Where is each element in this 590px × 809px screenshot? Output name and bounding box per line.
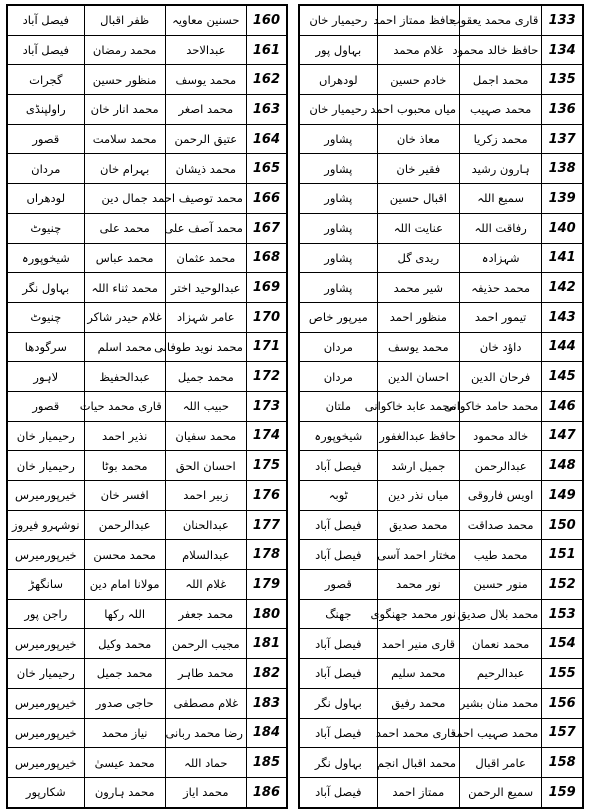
table-row — [299, 184, 583, 214]
serial-number-cell: 138 — [542, 154, 583, 184]
serial-number-cell: 152 — [542, 570, 583, 600]
serial-number-cell: 160 — [246, 5, 287, 35]
father-name-cell: نیاز محمد — [84, 718, 165, 748]
serial-number-cell: 183 — [246, 688, 287, 718]
table-row — [7, 570, 287, 600]
father-name-cell: محمد جمیل — [84, 659, 165, 689]
table-row — [299, 540, 583, 570]
serial-number-cell: 163 — [246, 95, 287, 125]
table-row — [7, 629, 287, 659]
father-name-cell: عبدالرحمن — [84, 510, 165, 540]
left-roster-body — [7, 5, 287, 808]
father-name-cell: محمد عابد خاکوانی — [377, 391, 459, 421]
serial-number-cell: 164 — [246, 124, 287, 154]
city-cell: قصور — [299, 570, 377, 600]
student-name-cell: احسان الحق — [165, 451, 246, 481]
serial-number-cell: 134 — [542, 35, 583, 65]
father-name-cell: محمد اسلم — [84, 332, 165, 362]
student-name-cell: اویس فاروقی — [460, 481, 542, 511]
city-cell: فیصل آباد — [7, 35, 84, 65]
father-name-cell: اللہ رکھا — [84, 599, 165, 629]
student-name-cell: رفاقت اللہ — [460, 213, 542, 243]
table-row — [299, 629, 583, 659]
serial-number-cell: 166 — [246, 184, 287, 214]
city-cell: قصور — [7, 124, 84, 154]
student-name-cell: حافظ خالد محمود — [460, 35, 542, 65]
table-row — [299, 510, 583, 540]
father-name-cell: بہرام خان — [84, 154, 165, 184]
table-row — [7, 362, 287, 392]
serial-number-cell: 135 — [542, 65, 583, 95]
city-cell: مردان — [299, 332, 377, 362]
serial-number-cell: 150 — [542, 510, 583, 540]
serial-number-cell: 153 — [542, 599, 583, 629]
father-name-cell: خادم حسین — [377, 65, 459, 95]
table-row — [7, 688, 287, 718]
father-name-cell: غلام حیدر شاکر — [84, 302, 165, 332]
serial-number-cell: 161 — [246, 35, 287, 65]
serial-number-cell: 159 — [542, 777, 583, 807]
city-cell: نوشہرو فیروز — [7, 510, 84, 540]
table-row — [299, 35, 583, 65]
city-cell: گجرات — [7, 65, 84, 95]
student-name-cell: محمد نوید طوفانی — [165, 332, 246, 362]
student-name-cell: عبدالحنان — [165, 510, 246, 540]
table-row — [7, 5, 287, 35]
student-name-cell: حماد اللہ — [165, 748, 246, 778]
table-row — [7, 273, 287, 303]
city-cell: خیرپورمیرس — [7, 688, 84, 718]
student-name-cell: محمد توصیف احمد — [165, 184, 246, 214]
father-name-cell: محمد ہارون — [84, 777, 165, 807]
serial-number-cell: 172 — [246, 362, 287, 392]
table-row — [7, 302, 287, 332]
table-row — [7, 124, 287, 154]
city-cell: بہاول نگر — [299, 688, 377, 718]
student-name-cell: محمد عثمان — [165, 243, 246, 273]
student-name-cell: منور حسین — [460, 570, 542, 600]
serial-number-cell: 180 — [246, 599, 287, 629]
city-cell: خیرپورمیرس — [7, 748, 84, 778]
serial-number-cell: 151 — [542, 540, 583, 570]
serial-number-cell: 178 — [246, 540, 287, 570]
table-row — [7, 540, 287, 570]
father-name-cell: احسان الدین — [377, 362, 459, 392]
table-row — [299, 243, 583, 273]
father-name-cell: محمد عباس — [84, 243, 165, 273]
student-name-cell: مجیب الرحمن — [165, 629, 246, 659]
student-name-cell: رضا محمد ربانی — [165, 718, 246, 748]
student-name-cell: داؤد خان — [460, 332, 542, 362]
city-cell: فیصل آباد — [299, 718, 377, 748]
serial-number-cell: 140 — [542, 213, 583, 243]
city-cell: مردان — [299, 362, 377, 392]
table-row — [299, 5, 583, 35]
city-cell: قصور — [7, 391, 84, 421]
city-cell: رحیمیار خان — [7, 659, 84, 689]
serial-number-cell: 146 — [542, 391, 583, 421]
city-cell: خیرپورمیرس — [7, 540, 84, 570]
table-row — [7, 481, 287, 511]
city-cell: رحیمیار خان — [7, 451, 84, 481]
student-name-cell: محمد صہیب — [460, 95, 542, 125]
right-roster-body — [299, 5, 583, 808]
table-row — [7, 332, 287, 362]
father-name-cell: محمد سلامت — [84, 124, 165, 154]
city-cell: خیرپورمیرس — [7, 718, 84, 748]
city-cell: پشاور — [299, 243, 377, 273]
student-name-cell: ہارون رشید — [460, 154, 542, 184]
student-name-cell: تیمور احمد — [460, 302, 542, 332]
city-cell: فیصل آباد — [299, 777, 377, 807]
father-name-cell: حافظ عبدالغفور — [377, 421, 459, 451]
student-name-cell: محمد جعفر — [165, 599, 246, 629]
father-name-cell: مختار احمد آسی — [377, 540, 459, 570]
city-cell: راولپنڈی — [7, 95, 84, 125]
serial-number-cell: 173 — [246, 391, 287, 421]
serial-number-cell: 148 — [542, 451, 583, 481]
student-name-cell: محمد نعمان — [460, 629, 542, 659]
table-row — [7, 451, 287, 481]
student-name-cell: سمیع اللہ — [460, 184, 542, 214]
father-name-cell: محمد رفیق — [377, 688, 459, 718]
city-cell: پشاور — [299, 124, 377, 154]
student-name-cell: فرحان الدین — [460, 362, 542, 392]
table-row — [299, 362, 583, 392]
serial-number-cell: 169 — [246, 273, 287, 303]
father-name-cell: محمد محسن — [84, 540, 165, 570]
serial-number-cell: 167 — [246, 213, 287, 243]
student-name-cell: محمد اجمل — [460, 65, 542, 95]
city-cell: فیصل آباد — [299, 510, 377, 540]
city-cell: شیخوپورہ — [299, 421, 377, 451]
table-row — [7, 599, 287, 629]
city-cell: جھنگ — [299, 599, 377, 629]
serial-number-cell: 139 — [542, 184, 583, 214]
father-name-cell: افسر خان — [84, 481, 165, 511]
serial-number-cell: 143 — [542, 302, 583, 332]
city-cell: راجن پور — [7, 599, 84, 629]
table-row — [299, 718, 583, 748]
serial-number-cell: 174 — [246, 421, 287, 451]
serial-number-cell: 168 — [246, 243, 287, 273]
city-cell: رحیمیار خان — [299, 95, 377, 125]
father-name-cell: شیر محمد — [377, 273, 459, 303]
father-name-cell: قاری منیر احمد — [377, 629, 459, 659]
city-cell: فیصل آباد — [299, 629, 377, 659]
table-row — [299, 332, 583, 362]
father-name-cell: میاں نذر دین — [377, 481, 459, 511]
table-row — [299, 599, 583, 629]
student-name-cell: محمد اصغر — [165, 95, 246, 125]
serial-number-cell: 175 — [246, 451, 287, 481]
father-name-cell: محمد انار خان — [84, 95, 165, 125]
serial-number-cell: 181 — [246, 629, 287, 659]
student-name-cell: محمد صہیب احمد — [460, 718, 542, 748]
father-name-cell: ریدی گل — [377, 243, 459, 273]
serial-number-cell: 186 — [246, 777, 287, 807]
father-name-cell: ممتاز احمد — [377, 777, 459, 807]
student-name-cell: زبیر احمد — [165, 481, 246, 511]
table-row — [299, 273, 583, 303]
student-name-cell: قاری محمد یعقوب — [460, 5, 542, 35]
father-name-cell: جمیل ارشد — [377, 451, 459, 481]
student-name-cell: محمد آصف علی — [165, 213, 246, 243]
table-row — [7, 243, 287, 273]
right-roster-table — [298, 4, 584, 809]
serial-number-cell: 144 — [542, 332, 583, 362]
city-cell: مردان — [7, 154, 84, 184]
student-name-cell: محمد ایاز — [165, 777, 246, 807]
serial-number-cell: 177 — [246, 510, 287, 540]
city-cell: ٹوبہ — [299, 481, 377, 511]
table-row — [7, 777, 287, 807]
student-name-cell: محمد یوسف — [165, 65, 246, 95]
student-name-cell: محمد بلال صدیق — [460, 599, 542, 629]
table-row — [7, 154, 287, 184]
father-name-cell: مولانا امام دین — [84, 570, 165, 600]
father-name-cell: نذیر احمد — [84, 421, 165, 451]
father-name-cell: اقبال حسین — [377, 184, 459, 214]
serial-number-cell: 176 — [246, 481, 287, 511]
city-cell: پشاور — [299, 154, 377, 184]
student-name-cell: محمد جمیل — [165, 362, 246, 392]
serial-number-cell: 158 — [542, 748, 583, 778]
serial-number-cell: 145 — [542, 362, 583, 392]
table-row — [299, 659, 583, 689]
city-cell: بہاول نگر — [7, 273, 84, 303]
student-name-cell: عبدالوحید اختر — [165, 273, 246, 303]
student-name-cell: شہزادہ — [460, 243, 542, 273]
table-row — [7, 718, 287, 748]
father-name-cell: حاجی صدور — [84, 688, 165, 718]
serial-number-cell: 171 — [246, 332, 287, 362]
father-name-cell: محمد اقبال انجم — [377, 748, 459, 778]
father-name-cell: محمد صدیق — [377, 510, 459, 540]
table-row — [299, 154, 583, 184]
serial-number-cell: 184 — [246, 718, 287, 748]
table-row — [7, 421, 287, 451]
student-name-cell: محمد حامد خاکوانی — [460, 391, 542, 421]
student-name-cell: محمد طاہر — [165, 659, 246, 689]
city-cell: پشاور — [299, 184, 377, 214]
city-cell: فیصل آباد — [299, 659, 377, 689]
city-cell: ملتان — [299, 391, 377, 421]
serial-number-cell: 142 — [542, 273, 583, 303]
father-name-cell: منظور حسین — [84, 65, 165, 95]
table-row — [7, 213, 287, 243]
father-name-cell: معاذ خان — [377, 124, 459, 154]
serial-number-cell: 154 — [542, 629, 583, 659]
table-row — [299, 302, 583, 332]
city-cell: سرگودھا — [7, 332, 84, 362]
father-name-cell: ظفر اقبال — [84, 5, 165, 35]
city-cell: چنیوٹ — [7, 213, 84, 243]
student-name-cell: عامر شہزاد — [165, 302, 246, 332]
city-cell: شیخوپورہ — [7, 243, 84, 273]
city-cell: پشاور — [299, 273, 377, 303]
student-name-cell: غلام مصطفی — [165, 688, 246, 718]
serial-number-cell: 133 — [542, 5, 583, 35]
table-row — [299, 451, 583, 481]
table-row — [7, 35, 287, 65]
city-cell: چنیوٹ — [7, 302, 84, 332]
table-row — [7, 748, 287, 778]
serial-number-cell: 136 — [542, 95, 583, 125]
student-name-cell: محمد طیب — [460, 540, 542, 570]
student-name-cell: محمد ذیشان — [165, 154, 246, 184]
city-cell: فیصل آباد — [7, 5, 84, 35]
serial-number-cell: 147 — [542, 421, 583, 451]
serial-number-cell: 149 — [542, 481, 583, 511]
serial-number-cell: 165 — [246, 154, 287, 184]
table-row — [299, 124, 583, 154]
student-name-cell: سمیع الرحمن — [460, 777, 542, 807]
father-name-cell: نور محمد جھنگوی — [377, 599, 459, 629]
city-cell: میرپور خاص — [299, 302, 377, 332]
student-name-cell: عامر اقبال — [460, 748, 542, 778]
serial-number-cell: 157 — [542, 718, 583, 748]
student-name-cell: خالد محمود — [460, 421, 542, 451]
student-name-cell: محمد حذیفہ — [460, 273, 542, 303]
table-row — [299, 213, 583, 243]
city-cell: سانگھڑ — [7, 570, 84, 600]
serial-number-cell: 179 — [246, 570, 287, 600]
father-name-cell: حافظ ممتاز احمد — [377, 5, 459, 35]
serial-number-cell: 141 — [542, 243, 583, 273]
city-cell: خیرپورمیرس — [7, 629, 84, 659]
city-cell: رحیمیار خان — [299, 5, 377, 35]
student-name-cell: عتیق الرحمن — [165, 124, 246, 154]
father-name-cell: فقیر خان — [377, 154, 459, 184]
serial-number-cell: 185 — [246, 748, 287, 778]
city-cell: پشاور — [299, 213, 377, 243]
father-name-cell: منظور احمد — [377, 302, 459, 332]
student-name-cell: حسنین معاویہ — [165, 5, 246, 35]
father-name-cell: محمد ثناء اللہ — [84, 273, 165, 303]
student-name-cell: محمد زکریا — [460, 124, 542, 154]
city-cell: لودھراں — [299, 65, 377, 95]
father-name-cell: عبدالحفیظ — [84, 362, 165, 392]
table-row — [7, 391, 287, 421]
city-cell: فیصل آباد — [299, 451, 377, 481]
table-row — [7, 95, 287, 125]
serial-number-cell: 156 — [542, 688, 583, 718]
father-name-cell: محمد علی — [84, 213, 165, 243]
city-cell: بہاول نگر — [299, 748, 377, 778]
student-name-cell: محمد صداقت — [460, 510, 542, 540]
table-row — [299, 65, 583, 95]
serial-number-cell: 162 — [246, 65, 287, 95]
father-name-cell: قاری محمد احمد — [377, 718, 459, 748]
student-name-cell: حبیب اللہ — [165, 391, 246, 421]
father-name-cell: قاری محمد حیات — [84, 391, 165, 421]
city-cell: خیرپورمیرس — [7, 481, 84, 511]
table-row — [299, 481, 583, 511]
serial-number-cell: 182 — [246, 659, 287, 689]
father-name-cell: محمد عیسیٰ — [84, 748, 165, 778]
city-cell: لاہور — [7, 362, 84, 392]
father-name-cell: میاں محبوب احمد — [377, 95, 459, 125]
city-cell: لودھراں — [7, 184, 84, 214]
student-name-cell: عبدالرحیم — [460, 659, 542, 689]
table-row — [299, 688, 583, 718]
father-name-cell: محمد یوسف — [377, 332, 459, 362]
student-name-cell: عبدالرحمن — [460, 451, 542, 481]
father-name-cell: محمد بوٹا — [84, 451, 165, 481]
student-name-cell: عبدالاحد — [165, 35, 246, 65]
student-name-cell: غلام اللہ — [165, 570, 246, 600]
table-row — [7, 65, 287, 95]
city-cell: شکارپور — [7, 777, 84, 807]
city-cell: بہاول پور — [299, 35, 377, 65]
father-name-cell: غلام محمد — [377, 35, 459, 65]
table-row — [7, 510, 287, 540]
table-row — [299, 421, 583, 451]
father-name-cell: جمال دین — [84, 184, 165, 214]
table-row — [299, 748, 583, 778]
city-cell: فیصل آباد — [299, 540, 377, 570]
serial-number-cell: 170 — [246, 302, 287, 332]
father-name-cell: محمد وکیل — [84, 629, 165, 659]
table-row — [299, 570, 583, 600]
serial-number-cell: 155 — [542, 659, 583, 689]
table-row — [7, 184, 287, 214]
father-name-cell: عنایت اللہ — [377, 213, 459, 243]
student-name-cell: محمد منان بشیر — [460, 688, 542, 718]
table-row — [7, 659, 287, 689]
table-row — [299, 95, 583, 125]
father-name-cell: محمد رمضان — [84, 35, 165, 65]
student-name-cell: عبدالسلام — [165, 540, 246, 570]
student-name-cell: محمد سفیان — [165, 421, 246, 451]
serial-number-cell: 137 — [542, 124, 583, 154]
city-cell: رحیمیار خان — [7, 421, 84, 451]
left-roster-table — [6, 4, 288, 809]
table-row — [299, 391, 583, 421]
father-name-cell: محمد سلیم — [377, 659, 459, 689]
father-name-cell: نور محمد — [377, 570, 459, 600]
table-row — [299, 777, 583, 807]
